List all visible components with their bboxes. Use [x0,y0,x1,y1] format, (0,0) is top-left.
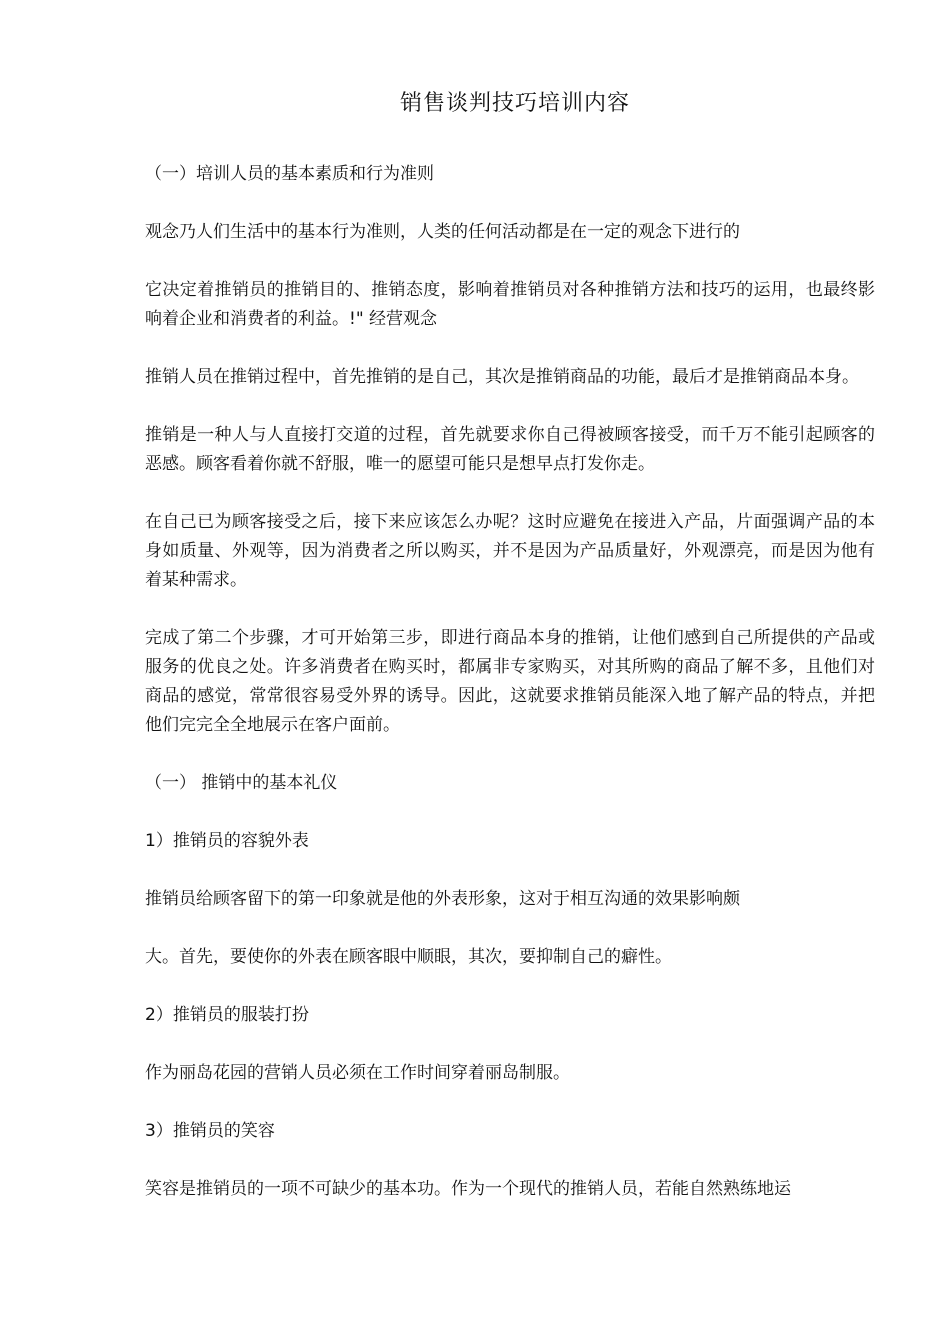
section-heading-1: （一）培训人员的基本素质和行为准则 [145,164,434,184]
paragraph-purpose: 它决定着推销员的推销目的、推销态度，影响着推销员对各种推销方法和技巧的运用，也最终影响着企业和消费者的利益。!" 经营观念 [145,280,875,329]
subheading-clothing: 2）推销员的服装打扮 [145,1005,309,1025]
paragraph-third-step: 完成了第二个步骤，才可开始第三步，即进行商品本身的推销，让他们感到自己所提供的产品或服务的优良之处。许多消费者在购买时，都属非专家购买，对其所购的商品了解不多，且他们对商品的感觉，常常很容易受外界的诱导。因此，这就要求推销员能深入地了解产品的特点，并把他们完完全全地展示在客户面前。 [145,628,875,735]
paragraph-smile: 笑容是推销员的一项不可缺少的基本功。作为一个现代的推销人员，若能自然熟练地运 [145,1179,791,1199]
paragraph-first-impression-cont: 大。首先，要使你的外表在顾客眼中顺眼，其次，要抑制自己的癖性。 [145,947,672,967]
section-heading-2: （一） 推销中的基本礼仪 [145,773,338,793]
paragraph-accepted: 推销是一种人与人直接打交道的过程，首先就要求你自己得被顾客接受，而千万不能引起顾客的恶感。顾客看着你就不舒服，唯一的愿望可能只是想早点打发你走。 [145,425,875,474]
paragraph-first-impression: 推销员给顾客留下的第一印象就是他的外表形象，这对于相互沟通的效果影响颇 [145,889,740,909]
subheading-smile: 3）推销员的笑容 [145,1121,275,1141]
paragraph-after-accept: 在自己已为顾客接受之后，接下来应该怎么办呢？这时应避免在接进入产品，片面强调产品的本身如质量、外观等，因为消费者之所以购买，并不是因为产品质量好，外观漂亮，而是因为他有着某种需求。 [145,512,875,590]
document-body [145,160,875,1233]
subheading-appearance: 1）推销员的容貌外表 [145,831,309,851]
paragraph-concept: 观念乃人们生活中的基本行为准则，人类的任何活动都是在一定的观念下进行的 [145,222,740,242]
document-title: 销售谈判技巧培训内容 [399,91,630,116]
paragraph-uniform: 作为丽岛花园的营销人员必须在工作时间穿着丽岛制服。 [145,1063,570,1083]
paragraph-sell-self: 推销人员在推销过程中，首先推销的是自己，其次是推销商品的功能，最后才是推销商品本身。 [145,367,859,387]
